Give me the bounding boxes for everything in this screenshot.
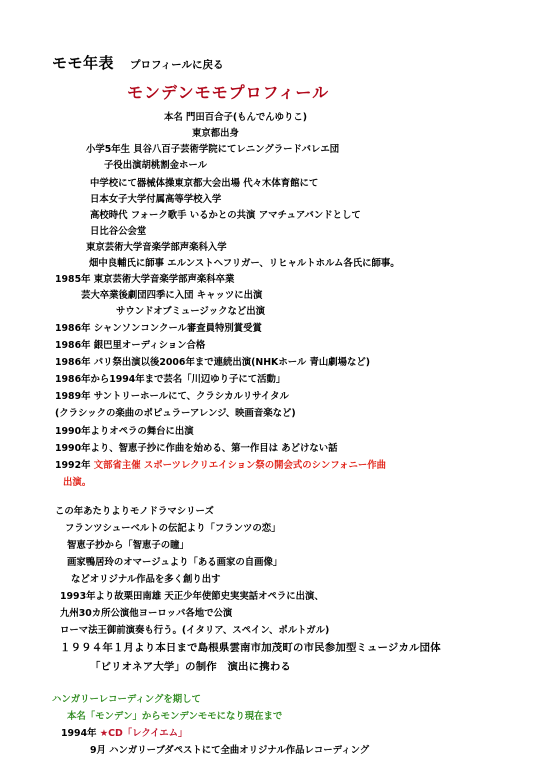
back-to-profile-link[interactable]: プロフィールに戻る bbox=[130, 59, 224, 71]
symphony-composition-note: 文部省主催 スポーツレクリエイション祭の開会式のシンフォニー作曲 bbox=[93, 460, 386, 471]
timeline-line: 本名 門田百合子(もんでんゆりこ) bbox=[164, 112, 308, 123]
timeline-line: 1989年 サントリーホールにて、クラシカルリサイタル bbox=[55, 391, 289, 402]
page-title: モモ年表 bbox=[52, 54, 115, 72]
timeline-line: 畑中良輔氏に師事 エルンストヘフリガー、リヒャルトホルム各氏に師事。 bbox=[89, 258, 400, 269]
year-1992: 1992年 bbox=[55, 460, 91, 471]
timeline-line: 芸大卒業後劇団四季に入団 キャッツに出演 bbox=[81, 290, 263, 301]
timeline-line: 1990年より、智恵子抄に作曲を始める、第一作目は あどけない話 bbox=[55, 443, 338, 454]
timeline-line: などオリジナル作品を多く創り出す bbox=[71, 574, 221, 585]
year-1994: 1994年 bbox=[61, 728, 97, 739]
header bbox=[52, 52, 223, 73]
timeline-line: フランツシューベルトの伝記より「フランツの恋」 bbox=[65, 523, 281, 534]
timeline-line bbox=[61, 729, 187, 738]
timeline-line: ハンガリーレコーディングを期して bbox=[52, 694, 201, 705]
timeline-line: 1986年から1994年まで芸名「川辺ゆり子にて活動」 bbox=[55, 374, 286, 385]
timeline-line: 1986年 銀巴里オーディション合格 bbox=[55, 340, 206, 351]
timeline-line: 1986年 パリ祭出演以後2006年まで連続出演(NHKホール 青山劇場など) bbox=[55, 357, 371, 368]
timeline-line: 9月 ハンガリーブダペストにて全曲オリジナル作品レコーディング bbox=[90, 745, 370, 756]
timeline-line: 子役出演胡桃割金ホール bbox=[104, 160, 207, 171]
timeline-line: 1990年よりオペラの舞台に出演 bbox=[55, 426, 194, 437]
profile-heading: モンデンモモプロフィール bbox=[127, 83, 330, 102]
timeline-line: 1986年 シャンソンコンクール審査員特別賞受賞 bbox=[55, 323, 262, 334]
timeline-line: 東京芸術大学音楽学部声楽科入学 bbox=[86, 242, 227, 253]
timeline-line: 東京都出身 bbox=[192, 128, 239, 139]
timeline-line: サウンドオブミュージックなど出演 bbox=[116, 306, 266, 317]
timeline-line: 智恵子抄から「智恵子の瞳」 bbox=[67, 540, 189, 551]
timeline-line: ローマ法王御前演奏も行う。(イタリア、スペイン、ポルトガル) bbox=[60, 625, 330, 636]
timeline-line bbox=[55, 461, 386, 470]
timeline-line: 九州30カ所公演他ヨーロッパ各地で公演 bbox=[60, 608, 233, 619]
timeline-line: 本名「モンデン」からモンデンモモになり現在まで bbox=[67, 711, 283, 722]
timeline-line: 1993年より故栗田南雄 天正少年使節史実実話オペラに出演、 bbox=[60, 591, 324, 602]
timeline-line: 「ビリオネア大学」の制作 演出に携わる bbox=[90, 661, 292, 673]
timeline-line: この年あたりよりモノドラマシリーズ bbox=[55, 506, 214, 517]
timeline-line: 高校時代 フォーク歌手 いるかとの共演 アマチュアバンドとして bbox=[90, 210, 361, 221]
timeline-line: 出演。 bbox=[63, 477, 92, 488]
timeline-line: 画家鴨居玲のオマージュより「ある画家の自画像」 bbox=[67, 557, 283, 568]
timeline-line: 日比谷公会堂 bbox=[90, 226, 147, 237]
timeline-line: 日本女子大学付属高等学校入学 bbox=[90, 194, 222, 205]
timeline-line: 中学校にて器械体操東京都大会出場 代々木体育館にて bbox=[90, 178, 319, 189]
cd-requiem-label: ★CD「レクイエム」 bbox=[99, 728, 188, 739]
timeline-line: １９９４年１月より本日まで島根県雲南市加茂町の市民参加型ミュージカル団体 bbox=[60, 642, 441, 654]
timeline-line: (クラシックの楽曲のポピュラーアレンジ、映画音楽など) bbox=[55, 408, 296, 419]
timeline-line: 1985年 東京芸術大学音楽学部声楽科卒業 bbox=[55, 274, 235, 285]
timeline-line: 小学5年生 貝谷八百子芸術学院にてレニングラードバレエ団 bbox=[86, 144, 340, 155]
